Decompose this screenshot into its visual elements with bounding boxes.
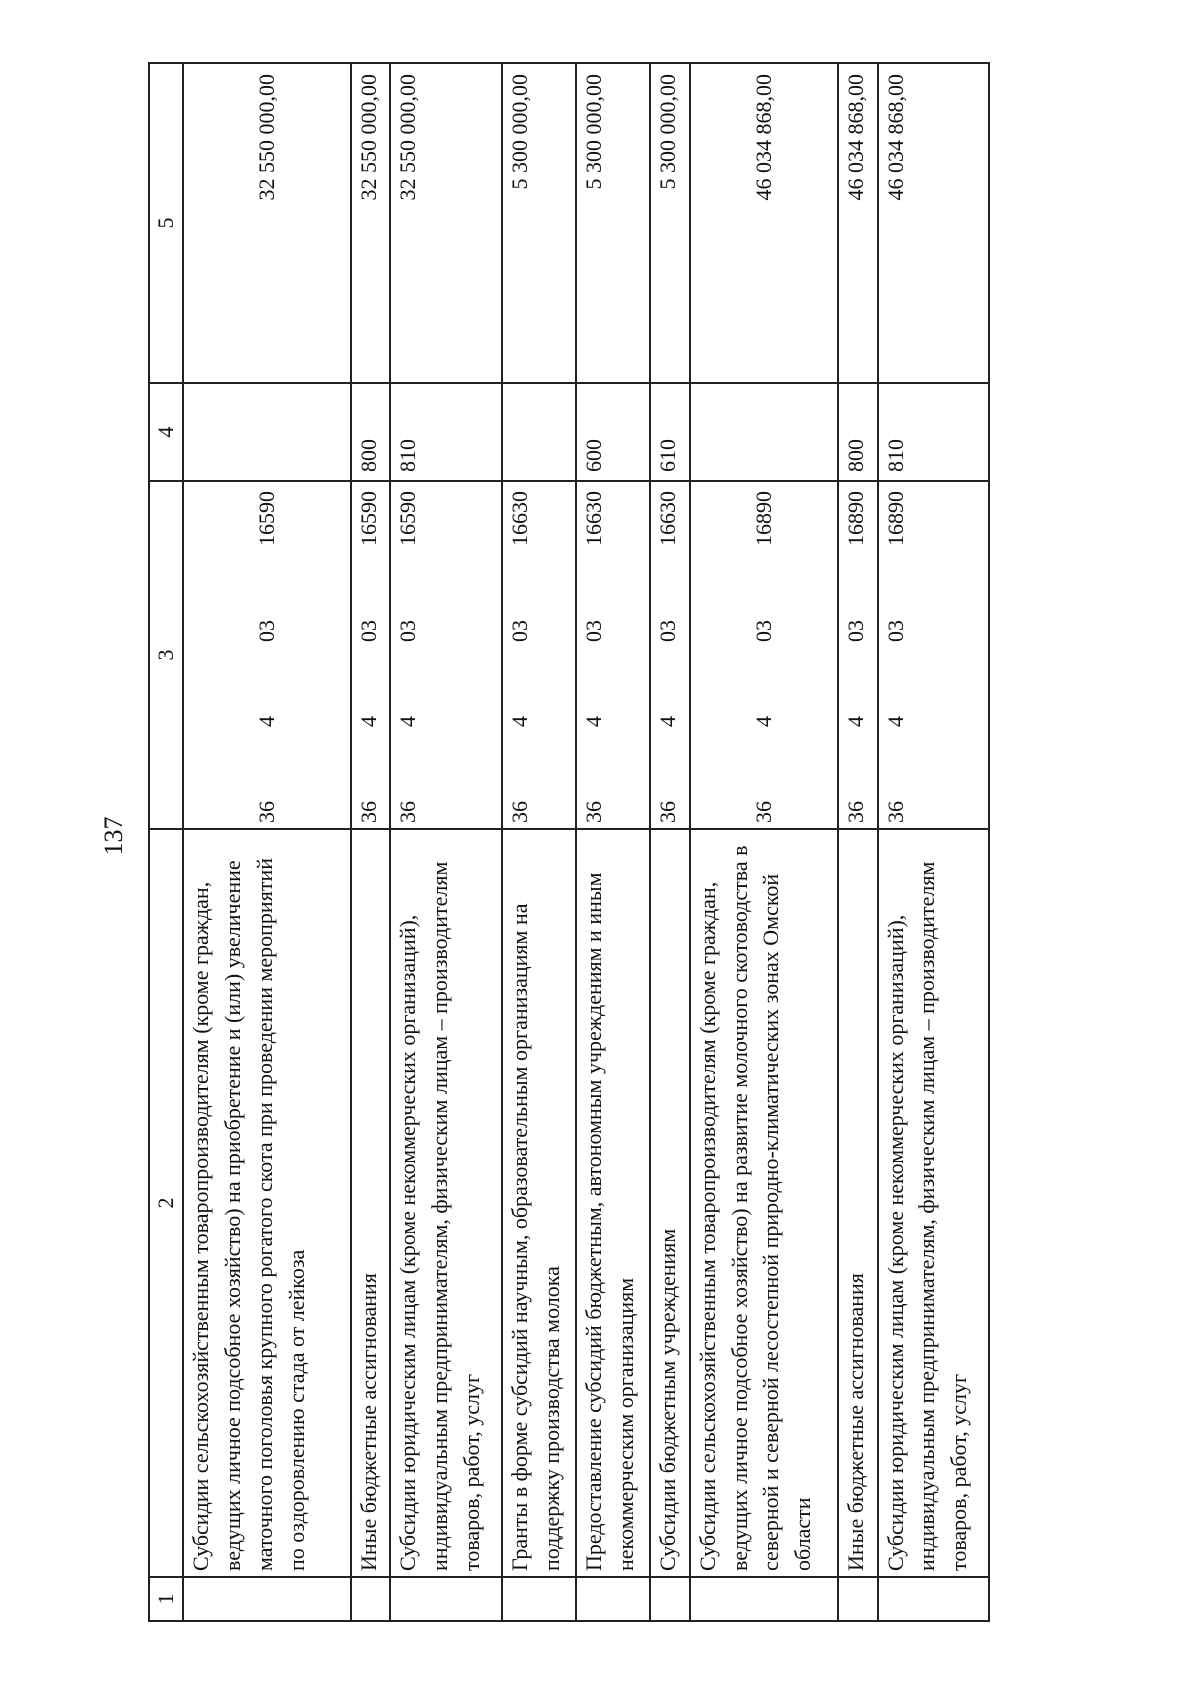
amount-cell: 5 300 000,00 [502, 63, 576, 383]
code-cell: 36 4 03 16630 [650, 481, 689, 829]
table-row [183, 63, 351, 1621]
column-header-4: 4 [149, 383, 183, 481]
amount-cell: 32 550 000,00 [183, 63, 351, 383]
code-cell: 36 4 03 16590 [183, 481, 351, 829]
code-cell: 36 4 03 16890 [690, 481, 839, 829]
row-number-cell [576, 1577, 650, 1621]
kind-cell [690, 383, 839, 481]
column-header-1: 1 [149, 1577, 183, 1621]
row-number-cell [351, 1577, 390, 1621]
kind-cell: 610 [650, 383, 689, 481]
kind-cell: 800 [838, 383, 877, 481]
amount-cell: 46 034 868,00 [690, 63, 839, 383]
page-number: 137 [99, 816, 128, 856]
row-number-cell [502, 1577, 576, 1621]
amount-cell: 32 550 000,00 [351, 63, 390, 383]
table-row [878, 63, 989, 1621]
amount-cell: 5 300 000,00 [576, 63, 650, 383]
description-cell: Субсидии сельскохозяйственным товаропроизводителям (кроме граждан, ведущих личное подсобное хозяйство) на развитие молочного скотоводства в северной и северной лесостепной природно-климатических зонах Омской области [690, 829, 839, 1577]
code-cell: 36 4 03 16890 [878, 481, 989, 829]
amount-cell: 46 034 868,00 [878, 63, 989, 383]
amount-cell: 32 550 000,00 [390, 63, 501, 383]
table-row [351, 63, 390, 1621]
column-header-2: 2 [149, 829, 183, 1577]
table-row [650, 63, 689, 1621]
kind-cell: 810 [878, 383, 989, 481]
description-cell: Субсидии бюджетным учреждениям [650, 829, 689, 1577]
budget-table [148, 62, 990, 1622]
kind-cell [502, 383, 576, 481]
row-number-cell [650, 1577, 689, 1621]
description-cell: Гранты в форме субсидий научным, образовательным организациям на поддержку производства молока [502, 829, 576, 1577]
table-row [390, 63, 501, 1621]
kind-cell: 800 [351, 383, 390, 481]
code-cell: 36 4 03 16590 [351, 481, 390, 829]
description-cell: Субсидии сельскохозяйственным товаропроизводителям (кроме граждан, ведущих личное подсобное хозяйство) на приобретение и (или) увеличение маточного поголовья крупного рогатого скота при проведении мероприятий по оздоровлению стада от лейкоза [183, 829, 351, 1577]
row-number-cell [390, 1577, 501, 1621]
row-number-cell [838, 1577, 877, 1621]
kind-cell: 600 [576, 383, 650, 481]
code-cell: 36 4 03 16590 [390, 481, 501, 829]
budget-table-rotated [148, 74, 990, 1622]
description-cell: Субсидии юридическим лицам (кроме некоммерческих организаций), индивидуальным предпринимателям, физическим лицам – производителям товаров, работ, услуг [878, 829, 989, 1577]
amount-cell: 46 034 868,00 [838, 63, 877, 383]
kind-cell [183, 383, 351, 481]
code-cell: 36 4 03 16630 [576, 481, 650, 829]
description-cell: Субсидии юридическим лицам (кроме некоммерческих организаций), индивидуальным предпринимателям, физическим лицам – производителям товаров, работ, услуг [390, 829, 501, 1577]
table-row [690, 63, 839, 1621]
row-number-cell [878, 1577, 989, 1621]
kind-cell: 810 [390, 383, 501, 481]
description-cell: Иные бюджетные ассигнования [838, 829, 877, 1577]
description-cell: Иные бюджетные ассигнования [351, 829, 390, 1577]
amount-cell: 5 300 000,00 [650, 63, 689, 383]
description-cell: Предоставление субсидий бюджетным, автономным учреждениям и иным некоммерческим организациям [576, 829, 650, 1577]
table-row [838, 63, 877, 1621]
table-row [576, 63, 650, 1621]
table-row [502, 63, 576, 1621]
row-number-cell [690, 1577, 839, 1621]
code-cell: 36 4 03 16890 [838, 481, 877, 829]
code-cell: 36 4 03 16630 [502, 481, 576, 829]
header-row [149, 63, 183, 1621]
column-header-5: 5 [149, 63, 183, 383]
row-number-cell [183, 1577, 351, 1621]
column-header-3: 3 [149, 481, 183, 829]
